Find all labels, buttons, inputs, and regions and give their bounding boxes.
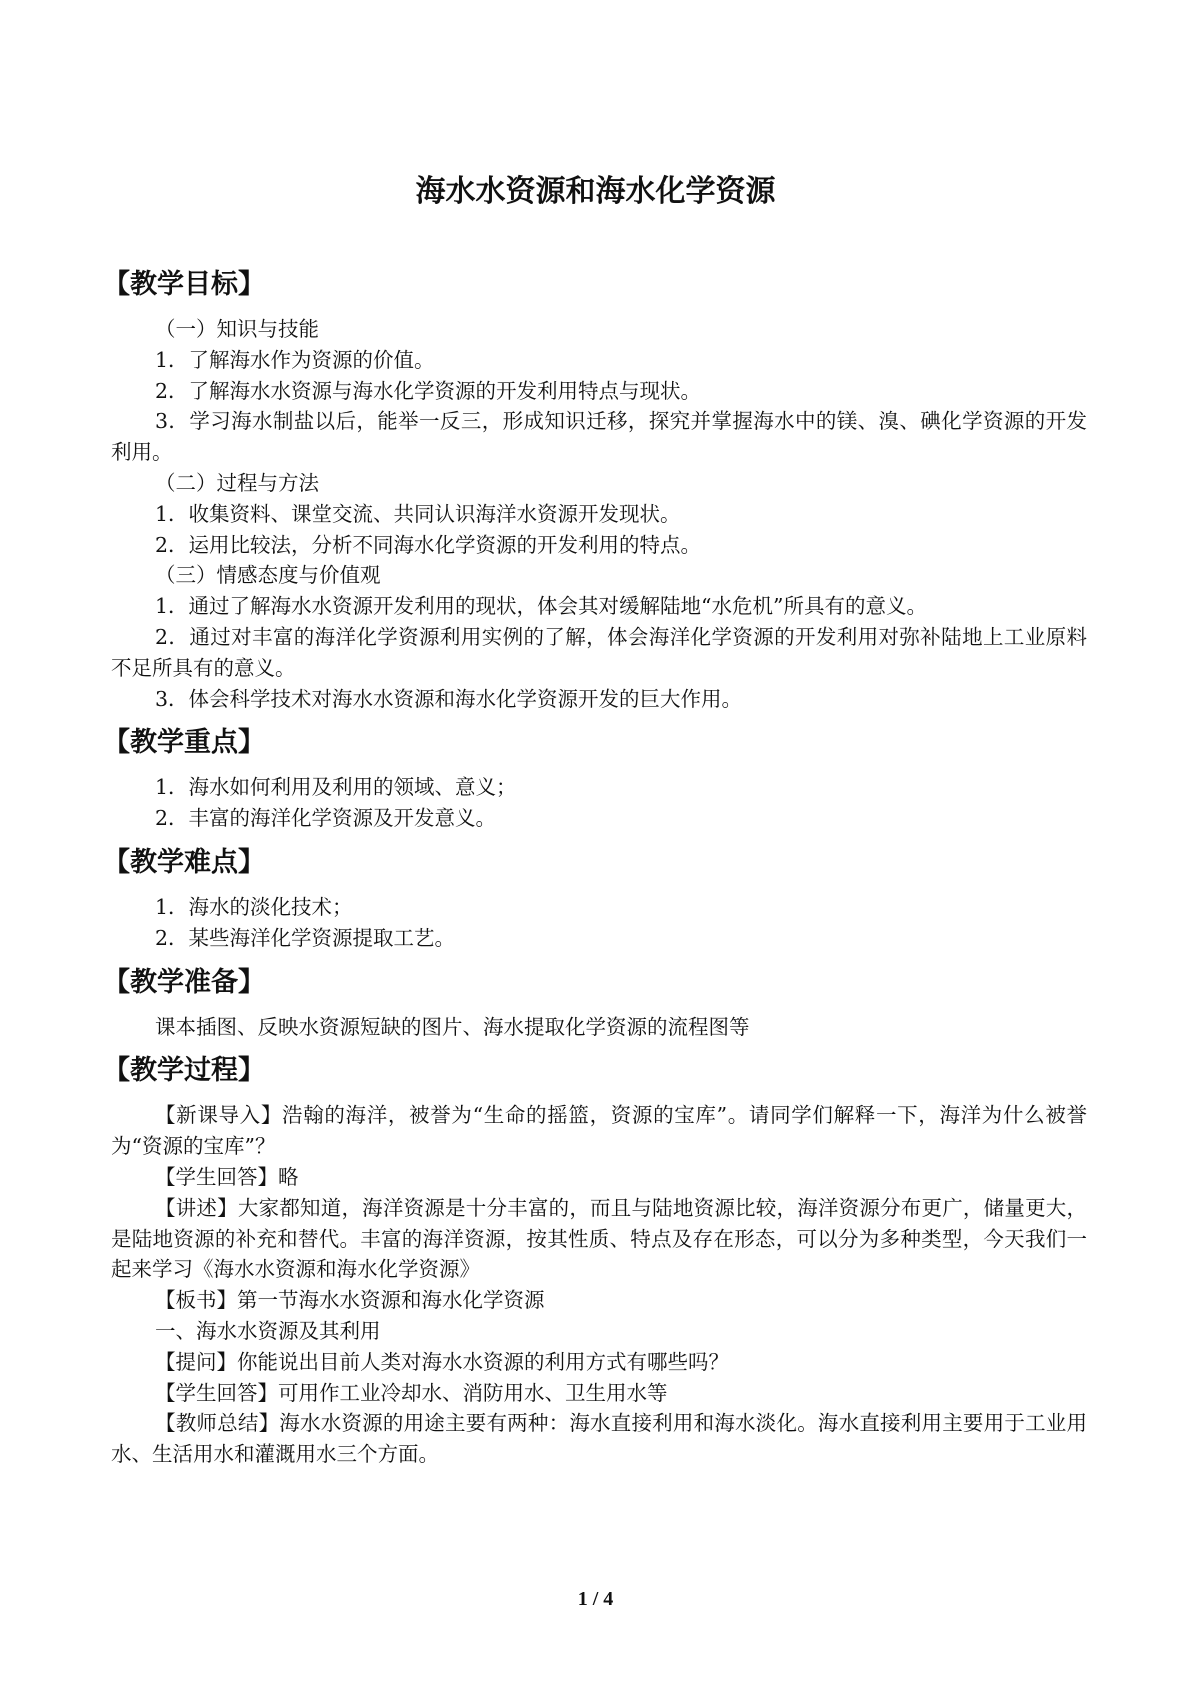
paragraph: 【学生回答】可用作工业冷却水、消防用水、卫生用水等 (155, 1380, 668, 1405)
paragraph: 1．了解海水作为资源的价值。 (155, 347, 435, 372)
section-heading: 【教学目标】 (103, 269, 265, 300)
section-key-points (103, 726, 1087, 834)
paragraph: 【教师总结】海水水资源的用途主要有两种：海水直接利用和海水淡化。海水直接利用主要用于工业用水、生活用水和灌溉用水三个方面。 (111, 1411, 1087, 1467)
paragraph: 1．通过了解海水水资源开发利用的现状，体会其对缓解陆地“水危机”所具有的意义。 (155, 594, 928, 619)
section-teaching-goals (103, 268, 1087, 714)
paragraph: 2．某些海洋化学资源提取工艺。 (155, 925, 456, 950)
paragraph: 1．海水如何利用及利用的领域、意义； (155, 775, 517, 800)
section-heading: 【教学过程】 (103, 1055, 265, 1087)
goal-subheading: （二）过程与方法 (155, 470, 319, 495)
goal-subheading: （一）知识与技能 (155, 317, 319, 341)
paragraph: 2．通过对丰富的海洋化学资源利用实例的了解，体会海洋化学资源的开发利用对弥补陆地上工业原料不足所具有的意义。 (111, 624, 1087, 680)
paragraph: 【板书】第一节海水水资源和海水化学资源 (155, 1288, 545, 1313)
paragraph: 1．收集资料、课堂交流、共同认识海洋水资源开发现状。 (155, 501, 681, 526)
section-difficulties (103, 846, 1087, 954)
section-heading: 【教学难点】 (103, 846, 265, 878)
section-heading: 【教学准备】 (103, 966, 265, 998)
paragraph: 2．了解海水水资源与海水化学资源的开发利用特点与现状。 (155, 378, 702, 403)
paragraph: 【讲述】大家都知道，海洋资源是十分丰富的，而且与陆地资源比较，海洋资源分布更广，储量更大，是陆地资源的补充和替代。丰富的海洋资源，按其性质、特点及存在形态，可以分为多种类型，今天我们一起来学习《海水水资源和海水化学资源》 (111, 1195, 1087, 1282)
paragraph: 3．体会科学技术对海水水资源和海水化学资源开发的巨大作用。 (155, 686, 743, 711)
section-heading: 【教学重点】 (103, 727, 265, 759)
paragraph: 【学生回答】略 (155, 1164, 299, 1189)
paragraph: 1．海水的淡化技术； (155, 894, 353, 919)
page-number: 1 / 4 (577, 1588, 614, 1610)
section-process (103, 1054, 1087, 1470)
paragraph: 【新课导入】浩翰的海洋，被誉为“生命的摇篮，资源的宝库”。请同学们解释一下，海洋为什么被誉为“资源的宝库”？ (111, 1103, 1087, 1159)
paragraph: 3．学习海水制盐以后，能举一反三，形成知识迁移，探究并掌握海水中的镁、溴、碘化学资源的开发利用。 (111, 409, 1087, 465)
document-title: 海水水资源和海水化学资源 (415, 174, 776, 209)
document-body (103, 268, 1087, 1482)
paragraph: 2．运用比较法，分析不同海水化学资源的开发利用的特点。 (155, 532, 702, 557)
paragraph: 2．丰富的海洋化学资源及开发意义。 (155, 806, 497, 831)
paragraph: 【提问】你能说出目前人类对海水水资源的利用方式有哪些吗？ (155, 1349, 729, 1374)
section-preparation (103, 966, 1087, 1043)
paragraph: 课本插图、反映水资源短缺的图片、海水提取化学资源的流程图等 (155, 1014, 750, 1039)
paragraph: 一、海水水资源及其利用 (155, 1318, 381, 1343)
goal-subheading: （三）情感态度与价值观 (155, 563, 381, 588)
